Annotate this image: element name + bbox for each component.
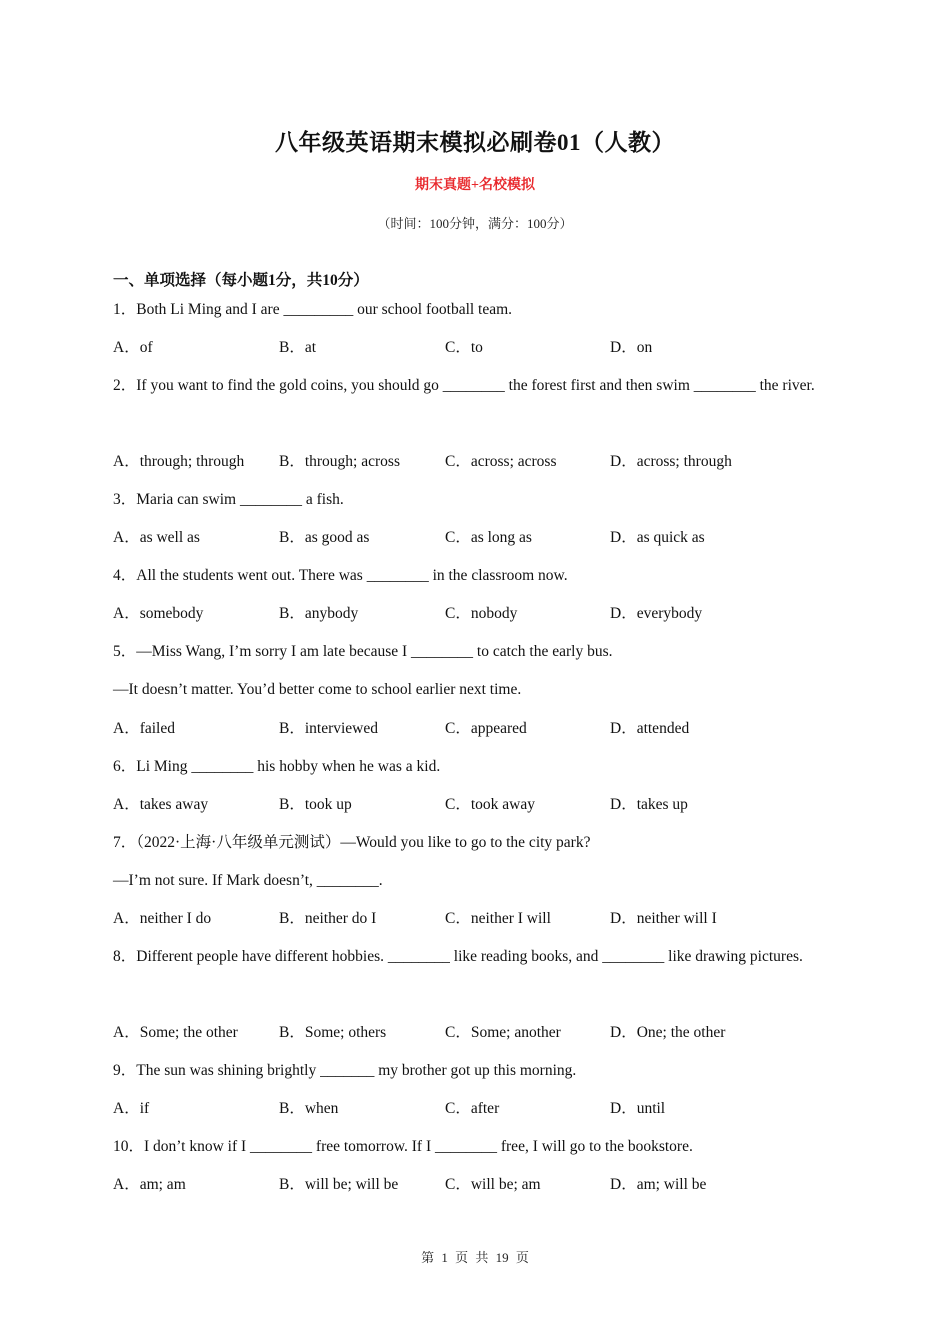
option-d: D．until [610, 1100, 666, 1117]
question-5-stem: 5．—Miss Wang, I’m sorry I am late because I ________ to catch the early bus. [113, 643, 613, 660]
question-7-reply: —I’m not sure. If Mark doesn’t, ________. [113, 872, 383, 889]
question-2-options [113, 443, 837, 481]
page-title: 八年级英语期末模拟必刷卷01（人教） [275, 130, 675, 155]
option-a: A．neither I do [113, 910, 212, 927]
option-c: C．will be; am [445, 1176, 541, 1193]
question-1-options [113, 329, 837, 367]
option-a: A．of [113, 339, 153, 356]
option-d: D．on [610, 339, 653, 356]
option-b: B．interviewed [279, 720, 379, 737]
question-4-stem: 4．All the students went out. There was ________ in the classroom now. [113, 567, 568, 584]
page-number: 第 1 页 共 19 页 [421, 1250, 529, 1265]
question-7-stem: 7．（2022·上海·八年级单元测试）—Would you like to go to the city park? [113, 834, 591, 851]
option-a: A．failed [113, 720, 175, 737]
option-c: C．to [445, 339, 483, 356]
question-6-stem: 6．Li Ming ________ his hobby when he was a kid. [113, 758, 441, 775]
question-10-options [113, 1166, 837, 1204]
option-d: D．One; the other [610, 1024, 726, 1041]
option-a: A．somebody [113, 605, 204, 622]
option-c: C．appeared [445, 720, 527, 737]
question-7-options [113, 900, 837, 938]
option-c: C．across; across [445, 453, 557, 470]
question-8-stem: 8．Different people have different hobbies. ________ like reading books, and ________ like drawing pictures. [113, 948, 803, 965]
option-d: D．takes up [610, 796, 688, 813]
option-a: A．as well as [113, 529, 200, 546]
option-c: C．neither I will [445, 910, 551, 927]
question-9-options [113, 1090, 837, 1128]
option-b: B．will be; will be [279, 1176, 399, 1193]
option-a: A．am; am [113, 1176, 186, 1193]
option-d: D．attended [610, 720, 690, 737]
option-c: C．after [445, 1100, 500, 1117]
question-1-stem: 1．Both Li Ming and I are _________ our school football team. [113, 301, 513, 318]
question-4-options [113, 595, 837, 633]
option-b: B．as good as [279, 529, 370, 546]
option-b: B．when [279, 1100, 339, 1117]
question-2-stem: 2．If you want to find the gold coins, you should go ________ the forest first and then swim ________ the river. [113, 377, 815, 394]
question-6-options [113, 786, 837, 824]
option-d: D．am; will be [610, 1176, 707, 1193]
question-8-options [113, 1014, 837, 1052]
option-c: C．Some; another [445, 1024, 561, 1041]
option-d: D．neither will I [610, 910, 717, 927]
option-b: B．through; across [279, 453, 400, 470]
option-b: B．took up [279, 796, 352, 813]
option-b: B．neither do I [279, 910, 377, 927]
option-d: D．as quick as [610, 529, 705, 546]
option-c: C．took away [445, 796, 535, 813]
question-5-options [113, 710, 837, 748]
option-a: A．if [113, 1100, 150, 1117]
time-note: （时间：100分钟，满分：100分） [377, 216, 573, 231]
option-c: C．nobody [445, 605, 518, 622]
option-d: D．everybody [610, 605, 703, 622]
option-a: A．Some; the other [113, 1024, 238, 1041]
subtitle: 期末真题+名校模拟 [415, 178, 535, 193]
question-10-stem: 10．I don’t know if I ________ free tomorrow. If I ________ free, I will go to the bookstore. [113, 1138, 693, 1155]
question-3-options [113, 519, 837, 557]
question-3-stem: 3．Maria can swim ________ a fish. [113, 491, 344, 508]
option-a: A．takes away [113, 796, 209, 813]
option-b: B．Some; others [279, 1024, 387, 1041]
option-b: B．at [279, 339, 317, 356]
section-heading: 一、单项选择（每小题1分，共10分） [113, 272, 369, 289]
question-5-reply: —It doesn’t matter. You’d better come to school earlier next time. [113, 681, 522, 698]
question-9-stem: 9．The sun was shining brightly _______ my brother got up this morning. [113, 1062, 577, 1079]
option-c: C．as long as [445, 529, 532, 546]
option-b: B．anybody [279, 605, 359, 622]
option-a: A．through; through [113, 453, 245, 470]
option-d: D．across; through [610, 453, 732, 470]
